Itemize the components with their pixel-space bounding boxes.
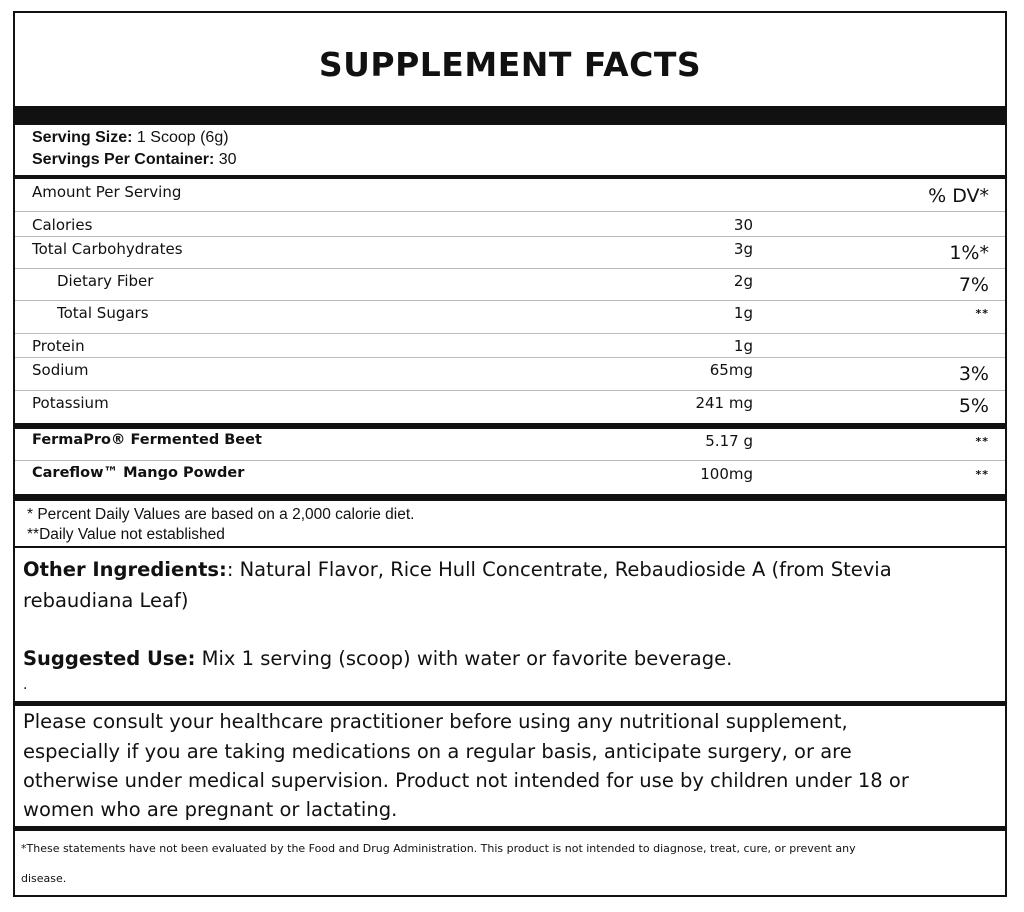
nutrient-name: Protein <box>32 337 85 355</box>
row-divider <box>15 460 1005 461</box>
serving-size <box>32 129 229 147</box>
serving-divider <box>15 175 1005 179</box>
ingredient-amount: 5.17 g <box>705 432 753 450</box>
fda-disclaimer-line2: disease. <box>21 872 67 885</box>
other-ingredients-text: : Natural Flavor, Rice Hull Concentrate, Rebaudioside A (from Stevia <box>226 558 892 581</box>
nutrient-name: Potassium <box>32 394 109 412</box>
nutrient-name: Sodium <box>32 361 89 379</box>
row-divider <box>15 333 1005 334</box>
nutrient-dv: ** <box>975 307 989 320</box>
suggested-use-text: Mix 1 serving (scoop) with water or favorite beverage. <box>195 647 733 670</box>
ingredient-divider <box>15 494 1005 501</box>
ingredient-amount: 100mg <box>700 465 753 483</box>
suggested-use-label: Suggested Use: <box>23 647 196 670</box>
row-divider <box>15 211 1005 212</box>
fda-disclaimer: *These statements have not been evaluated by the Food and Drug Administration. This product is not intended to diagnose, treat, cure, or prevent any <box>21 842 856 855</box>
other-ingredients <box>23 558 892 581</box>
other-ingredients-line2: rebaudiana Leaf) <box>23 589 189 612</box>
nutrient-name: Total Sugars <box>57 304 149 322</box>
stray-dot: . <box>23 677 28 693</box>
nutrient-amount: 2g <box>733 272 753 290</box>
supplement-facts-label <box>13 11 1007 897</box>
serving-size-label: Serving Size: <box>32 129 133 146</box>
nutrient-amount: 3g <box>733 240 753 258</box>
nutrient-name: Dietary Fiber <box>57 272 154 290</box>
nutrient-amount: 30 <box>733 216 753 234</box>
servings-per-container-value: 30 <box>214 151 237 168</box>
warning-line: especially if you are taking medications on a regular basis, anticipate surgery, or are <box>23 740 852 763</box>
nutrient-amount: 1g <box>733 337 753 355</box>
servings-per-container <box>32 151 237 169</box>
nutrient-divider <box>15 423 1005 429</box>
row-divider <box>15 300 1005 301</box>
nutrient-name: Calories <box>32 216 93 234</box>
row-divider <box>15 236 1005 237</box>
label-title: SUPPLEMENT FACTS <box>318 45 702 84</box>
footnote-dv: * Percent Daily Values are based on a 2,000 calorie diet. <box>27 506 415 523</box>
warning-line: women who are pregnant or lactating. <box>23 798 398 821</box>
row-divider <box>15 268 1005 269</box>
dv-header: % DV* <box>928 185 989 207</box>
suggested-use <box>23 647 732 670</box>
nutrient-dv: 7% <box>958 274 989 296</box>
warning-divider <box>15 701 1005 706</box>
serving-size-value: 1 Scoop (6g) <box>132 129 229 146</box>
ingredient-name: FermaPro® Fermented Beet <box>32 432 262 448</box>
nutrient-amount: 1g <box>733 304 753 322</box>
nutrient-dv: 5% <box>958 395 989 417</box>
disclaimer-divider <box>15 826 1005 831</box>
servings-per-container-label: Servings Per Container: <box>32 151 215 168</box>
nutrient-name: Total Carbohydrates <box>32 240 183 258</box>
footnote-not-established: **Daily Value not established <box>27 526 225 543</box>
nutrient-amount: 241 mg <box>695 394 753 412</box>
row-divider <box>15 390 1005 391</box>
ingredient-name: Careflow™ Mango Powder <box>32 465 245 481</box>
nutrient-amount: 65mg <box>709 361 753 379</box>
amount-per-serving-header: Amount Per Serving <box>32 183 182 201</box>
ingredient-dv: ** <box>975 435 989 448</box>
footnote-divider <box>15 546 1005 548</box>
nutrient-dv: 3% <box>958 363 989 385</box>
top-divider-bar <box>15 106 1005 125</box>
other-ingredients-label: Other Ingredients: <box>23 558 227 581</box>
warning-line: otherwise under medical supervision. Product not intended for use by children under 18 or <box>23 769 909 792</box>
row-divider <box>15 357 1005 358</box>
nutrient-dv: 1%* <box>949 242 989 264</box>
ingredient-dv: ** <box>975 468 989 481</box>
warning-line: Please consult your healthcare practitioner before using any nutritional supplement, <box>23 710 848 733</box>
